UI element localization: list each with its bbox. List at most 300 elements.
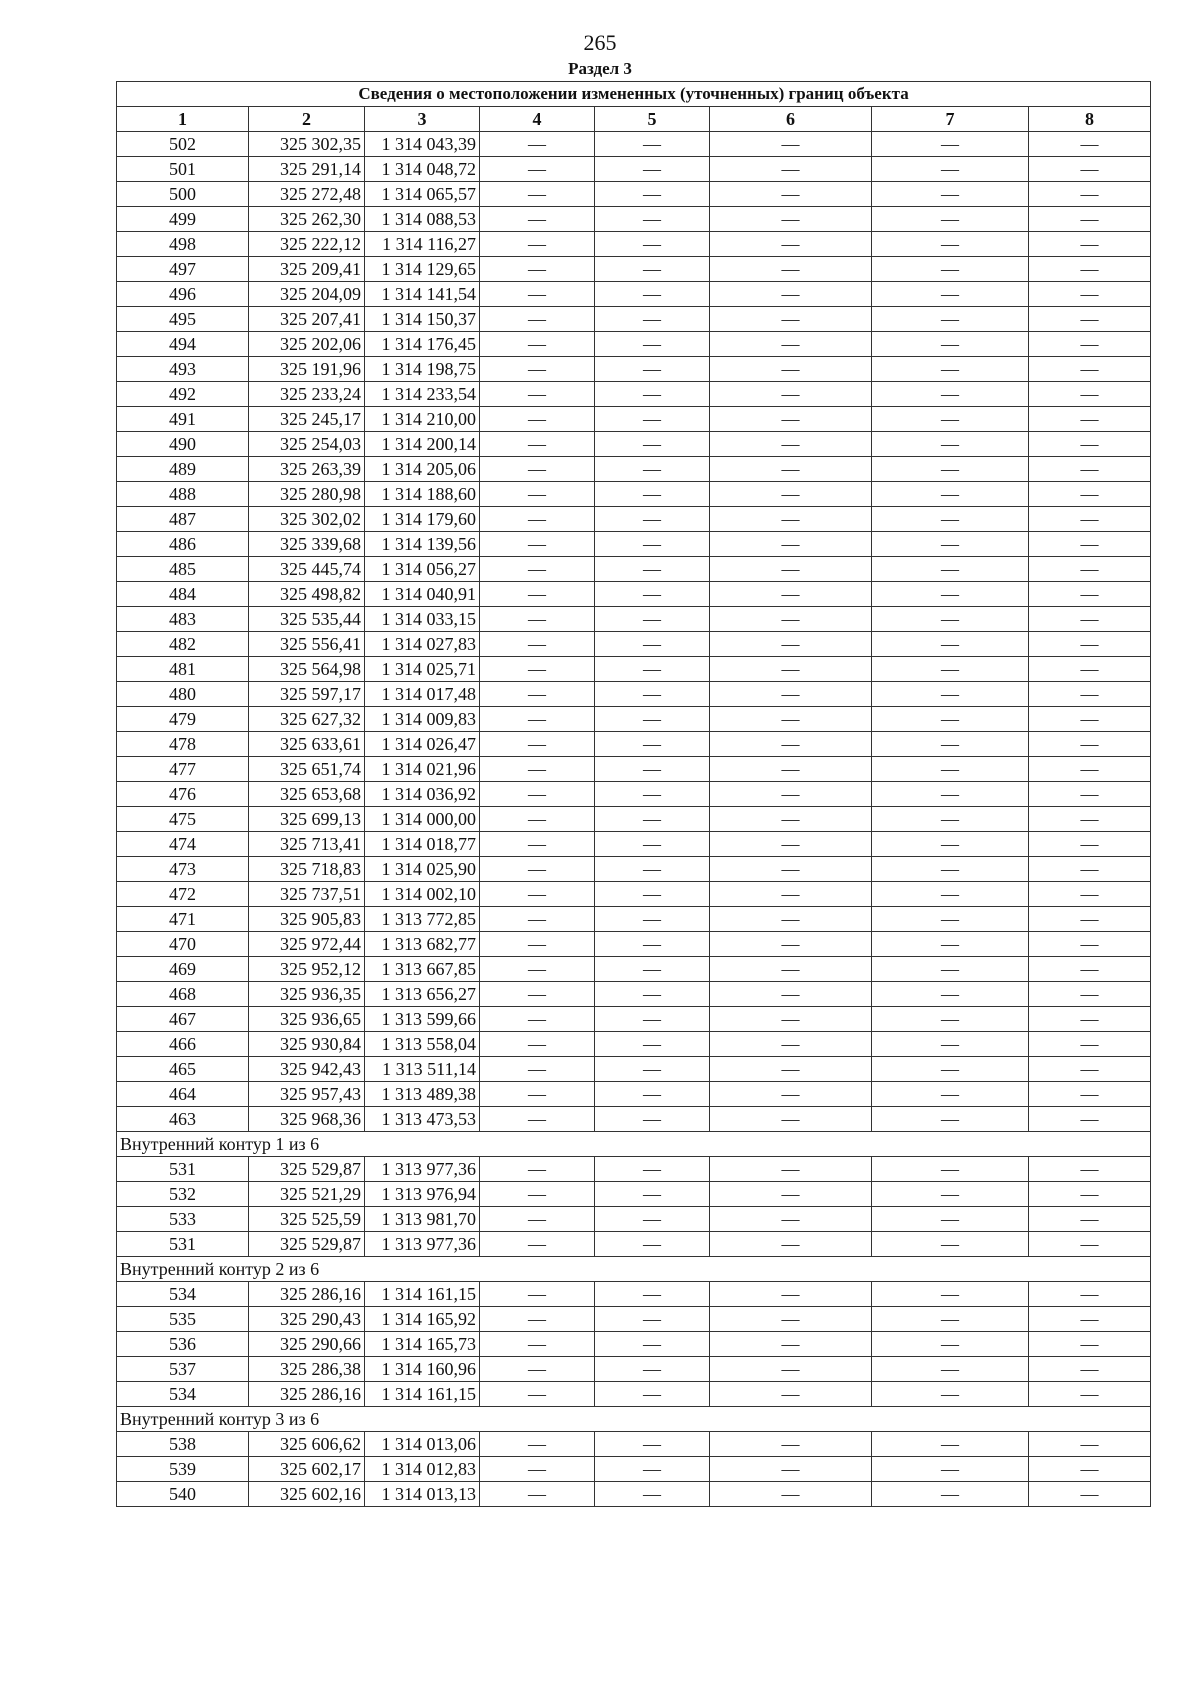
point-number-cell: 488 xyxy=(117,482,249,507)
x-coordinate-cell: 325 936,35 xyxy=(249,982,365,1007)
point-number-cell: 482 xyxy=(117,632,249,657)
empty-value-dash-cell: — xyxy=(1029,1107,1151,1132)
point-number-cell: 540 xyxy=(117,1482,249,1507)
point-number-cell: 536 xyxy=(117,1332,249,1357)
table-row xyxy=(117,782,1151,807)
table-row xyxy=(117,582,1151,607)
y-coordinate-cell: 1 314 027,83 xyxy=(365,632,480,657)
x-coordinate-cell: 325 521,29 xyxy=(249,1182,365,1207)
empty-value-dash-cell: — xyxy=(1029,982,1151,1007)
x-coordinate-cell: 325 445,74 xyxy=(249,557,365,582)
x-coordinate-cell: 325 564,98 xyxy=(249,657,365,682)
x-coordinate-cell: 325 286,16 xyxy=(249,1282,365,1307)
empty-value-dash-cell: — xyxy=(1029,557,1151,582)
x-coordinate-cell: 325 930,84 xyxy=(249,1032,365,1057)
empty-value-dash-cell: — xyxy=(710,382,872,407)
point-number-cell: 531 xyxy=(117,1157,249,1182)
y-coordinate-cell: 1 314 018,77 xyxy=(365,832,480,857)
empty-value-dash-cell: — xyxy=(595,457,710,482)
empty-value-dash-cell: — xyxy=(1029,957,1151,982)
table-row xyxy=(117,507,1151,532)
empty-value-dash-cell: — xyxy=(872,682,1029,707)
empty-value-dash-cell: — xyxy=(872,557,1029,582)
boundary-coordinates-table xyxy=(116,81,1151,1507)
empty-value-dash-cell: — xyxy=(1029,432,1151,457)
empty-value-dash-cell: — xyxy=(595,257,710,282)
x-coordinate-cell: 325 272,48 xyxy=(249,182,365,207)
table-row xyxy=(117,682,1151,707)
table-row xyxy=(117,807,1151,832)
page-number: 265 xyxy=(583,30,617,55)
point-number-cell: 463 xyxy=(117,1107,249,1132)
empty-value-dash-cell: — xyxy=(872,282,1029,307)
empty-value-dash-cell: — xyxy=(872,1032,1029,1057)
contour-label: Внутренний контур 1 из 6 xyxy=(117,1132,1151,1157)
y-coordinate-cell: 1 314 160,96 xyxy=(365,1357,480,1382)
empty-value-dash-cell: — xyxy=(595,1457,710,1482)
point-number-cell: 479 xyxy=(117,707,249,732)
empty-value-dash-cell: — xyxy=(872,407,1029,432)
empty-value-dash-cell: — xyxy=(595,1382,710,1407)
empty-value-dash-cell: — xyxy=(872,1082,1029,1107)
point-number-cell: 494 xyxy=(117,332,249,357)
x-coordinate-cell: 325 653,68 xyxy=(249,782,365,807)
point-number-cell: 466 xyxy=(117,1032,249,1057)
table-row xyxy=(117,732,1151,757)
table-row xyxy=(117,307,1151,332)
table-row xyxy=(117,882,1151,907)
x-coordinate-cell: 325 207,41 xyxy=(249,307,365,332)
y-coordinate-cell: 1 313 977,36 xyxy=(365,1157,480,1182)
empty-value-dash-cell: — xyxy=(480,882,595,907)
empty-value-dash-cell: — xyxy=(595,432,710,457)
x-coordinate-cell: 325 968,36 xyxy=(249,1107,365,1132)
x-coordinate-cell: 325 209,41 xyxy=(249,257,365,282)
empty-value-dash-cell: — xyxy=(480,332,595,357)
x-coordinate-cell: 325 713,41 xyxy=(249,832,365,857)
point-number-cell: 495 xyxy=(117,307,249,332)
empty-value-dash-cell: — xyxy=(710,1457,872,1482)
table-row xyxy=(117,1207,1151,1232)
x-coordinate-cell: 325 556,41 xyxy=(249,632,365,657)
table-row xyxy=(117,482,1151,507)
table-row xyxy=(117,1182,1151,1207)
empty-value-dash-cell: — xyxy=(872,157,1029,182)
table-row xyxy=(117,1357,1151,1382)
empty-value-dash-cell: — xyxy=(872,207,1029,232)
empty-value-dash-cell: — xyxy=(480,1082,595,1107)
x-coordinate-cell: 325 525,59 xyxy=(249,1207,365,1232)
y-coordinate-cell: 1 313 682,77 xyxy=(365,932,480,957)
empty-value-dash-cell: — xyxy=(872,632,1029,657)
y-coordinate-cell: 1 314 000,00 xyxy=(365,807,480,832)
empty-value-dash-cell: — xyxy=(872,432,1029,457)
empty-value-dash-cell: — xyxy=(872,1282,1029,1307)
y-coordinate-cell: 1 313 489,38 xyxy=(365,1082,480,1107)
x-coordinate-cell: 325 280,98 xyxy=(249,482,365,507)
table-row xyxy=(117,257,1151,282)
point-number-cell: 486 xyxy=(117,532,249,557)
empty-value-dash-cell: — xyxy=(1029,282,1151,307)
empty-value-dash-cell: — xyxy=(710,207,872,232)
empty-value-dash-cell: — xyxy=(595,532,710,557)
x-coordinate-cell: 325 936,65 xyxy=(249,1007,365,1032)
point-number-cell: 538 xyxy=(117,1432,249,1457)
empty-value-dash-cell: — xyxy=(480,157,595,182)
y-coordinate-cell: 1 314 161,15 xyxy=(365,1282,480,1307)
empty-value-dash-cell: — xyxy=(480,457,595,482)
empty-value-dash-cell: — xyxy=(1029,257,1151,282)
empty-value-dash-cell: — xyxy=(1029,932,1151,957)
y-coordinate-cell: 1 313 772,85 xyxy=(365,907,480,932)
y-coordinate-cell: 1 314 043,39 xyxy=(365,132,480,157)
point-number-cell: 534 xyxy=(117,1282,249,1307)
x-coordinate-cell: 325 957,43 xyxy=(249,1082,365,1107)
table-row xyxy=(117,1307,1151,1332)
empty-value-dash-cell: — xyxy=(480,982,595,1007)
empty-value-dash-cell: — xyxy=(595,482,710,507)
table-row xyxy=(117,1432,1151,1457)
empty-value-dash-cell: — xyxy=(872,782,1029,807)
empty-value-dash-cell: — xyxy=(480,582,595,607)
x-coordinate-cell: 325 952,12 xyxy=(249,957,365,982)
table-row xyxy=(117,332,1151,357)
point-number-cell: 484 xyxy=(117,582,249,607)
x-coordinate-cell: 325 737,51 xyxy=(249,882,365,907)
x-coordinate-cell: 325 651,74 xyxy=(249,757,365,782)
contour-label-row xyxy=(117,1407,1151,1432)
empty-value-dash-cell: — xyxy=(872,1332,1029,1357)
column-header: 8 xyxy=(1029,107,1151,132)
x-coordinate-cell: 325 535,44 xyxy=(249,607,365,632)
point-number-cell: 473 xyxy=(117,857,249,882)
empty-value-dash-cell: — xyxy=(480,507,595,532)
point-number-cell: 539 xyxy=(117,1457,249,1482)
empty-value-dash-cell: — xyxy=(710,707,872,732)
y-coordinate-cell: 1 314 021,96 xyxy=(365,757,480,782)
y-coordinate-cell: 1 314 176,45 xyxy=(365,332,480,357)
point-number-cell: 492 xyxy=(117,382,249,407)
empty-value-dash-cell: — xyxy=(595,557,710,582)
x-coordinate-cell: 325 245,17 xyxy=(249,407,365,432)
empty-value-dash-cell: — xyxy=(710,482,872,507)
empty-value-dash-cell: — xyxy=(480,932,595,957)
empty-value-dash-cell: — xyxy=(1029,1232,1151,1257)
empty-value-dash-cell: — xyxy=(480,132,595,157)
empty-value-dash-cell: — xyxy=(595,857,710,882)
y-coordinate-cell: 1 314 165,73 xyxy=(365,1332,480,1357)
empty-value-dash-cell: — xyxy=(710,1082,872,1107)
empty-value-dash-cell: — xyxy=(595,807,710,832)
empty-value-dash-cell: — xyxy=(480,857,595,882)
empty-value-dash-cell: — xyxy=(872,607,1029,632)
y-coordinate-cell: 1 314 065,57 xyxy=(365,182,480,207)
y-coordinate-cell: 1 314 009,83 xyxy=(365,707,480,732)
empty-value-dash-cell: — xyxy=(480,782,595,807)
empty-value-dash-cell: — xyxy=(1029,1307,1151,1332)
empty-value-dash-cell: — xyxy=(595,707,710,732)
empty-value-dash-cell: — xyxy=(1029,1332,1151,1357)
empty-value-dash-cell: — xyxy=(595,407,710,432)
table-row xyxy=(117,432,1151,457)
x-coordinate-cell: 325 290,43 xyxy=(249,1307,365,1332)
empty-value-dash-cell: — xyxy=(480,807,595,832)
y-coordinate-cell: 1 314 139,56 xyxy=(365,532,480,557)
empty-value-dash-cell: — xyxy=(595,682,710,707)
point-number-cell: 498 xyxy=(117,232,249,257)
empty-value-dash-cell: — xyxy=(595,1182,710,1207)
empty-value-dash-cell: — xyxy=(1029,307,1151,332)
empty-value-dash-cell: — xyxy=(595,1032,710,1057)
empty-value-dash-cell: — xyxy=(1029,1157,1151,1182)
empty-value-dash-cell: — xyxy=(480,382,595,407)
table-row xyxy=(117,657,1151,682)
empty-value-dash-cell: — xyxy=(480,1382,595,1407)
empty-value-dash-cell: — xyxy=(872,907,1029,932)
empty-value-dash-cell: — xyxy=(1029,1482,1151,1507)
empty-value-dash-cell: — xyxy=(480,1182,595,1207)
empty-value-dash-cell: — xyxy=(480,557,595,582)
x-coordinate-cell: 325 286,38 xyxy=(249,1357,365,1382)
x-coordinate-cell: 325 290,66 xyxy=(249,1332,365,1357)
table-row xyxy=(117,1007,1151,1032)
empty-value-dash-cell: — xyxy=(480,407,595,432)
point-number-cell: 467 xyxy=(117,1007,249,1032)
empty-value-dash-cell: — xyxy=(710,1057,872,1082)
empty-value-dash-cell: — xyxy=(872,132,1029,157)
empty-value-dash-cell: — xyxy=(1029,882,1151,907)
empty-value-dash-cell: — xyxy=(710,1107,872,1132)
table-row xyxy=(117,232,1151,257)
empty-value-dash-cell: — xyxy=(872,882,1029,907)
table-row xyxy=(117,357,1151,382)
empty-value-dash-cell: — xyxy=(872,257,1029,282)
empty-value-dash-cell: — xyxy=(710,657,872,682)
table-row xyxy=(117,907,1151,932)
empty-value-dash-cell: — xyxy=(872,507,1029,532)
empty-value-dash-cell: — xyxy=(872,1157,1029,1182)
empty-value-dash-cell: — xyxy=(710,682,872,707)
empty-value-dash-cell: — xyxy=(1029,1382,1151,1407)
empty-value-dash-cell: — xyxy=(595,1307,710,1332)
empty-value-dash-cell: — xyxy=(710,257,872,282)
table-row xyxy=(117,382,1151,407)
empty-value-dash-cell: — xyxy=(710,932,872,957)
empty-value-dash-cell: — xyxy=(710,1182,872,1207)
point-number-cell: 478 xyxy=(117,732,249,757)
point-number-cell: 501 xyxy=(117,157,249,182)
y-coordinate-cell: 1 314 141,54 xyxy=(365,282,480,307)
empty-value-dash-cell: — xyxy=(872,582,1029,607)
point-number-cell: 537 xyxy=(117,1357,249,1382)
empty-value-dash-cell: — xyxy=(480,282,595,307)
x-coordinate-cell: 325 529,87 xyxy=(249,1232,365,1257)
empty-value-dash-cell: — xyxy=(710,507,872,532)
table-row xyxy=(117,1382,1151,1407)
empty-value-dash-cell: — xyxy=(1029,507,1151,532)
empty-value-dash-cell: — xyxy=(872,1207,1029,1232)
empty-value-dash-cell: — xyxy=(710,357,872,382)
empty-value-dash-cell: — xyxy=(1029,332,1151,357)
empty-value-dash-cell: — xyxy=(710,1332,872,1357)
empty-value-dash-cell: — xyxy=(595,282,710,307)
y-coordinate-cell: 1 313 981,70 xyxy=(365,1207,480,1232)
empty-value-dash-cell: — xyxy=(872,757,1029,782)
table-row xyxy=(117,757,1151,782)
empty-value-dash-cell: — xyxy=(872,1107,1029,1132)
point-number-cell: 468 xyxy=(117,982,249,1007)
y-coordinate-cell: 1 314 200,14 xyxy=(365,432,480,457)
empty-value-dash-cell: — xyxy=(710,957,872,982)
column-header: 2 xyxy=(249,107,365,132)
empty-value-dash-cell: — xyxy=(872,382,1029,407)
empty-value-dash-cell: — xyxy=(480,1482,595,1507)
table-row xyxy=(117,1157,1151,1182)
contour-label-row xyxy=(117,1257,1151,1282)
point-number-cell: 531 xyxy=(117,1232,249,1257)
empty-value-dash-cell: — xyxy=(710,1357,872,1382)
point-number-cell: 534 xyxy=(117,1382,249,1407)
empty-value-dash-cell: — xyxy=(872,1182,1029,1207)
table-row xyxy=(117,707,1151,732)
empty-value-dash-cell: — xyxy=(595,607,710,632)
empty-value-dash-cell: — xyxy=(480,182,595,207)
empty-value-dash-cell: — xyxy=(480,1432,595,1457)
empty-value-dash-cell: — xyxy=(710,457,872,482)
table-row xyxy=(117,1232,1151,1257)
empty-value-dash-cell: — xyxy=(480,1207,595,1232)
table-row xyxy=(117,982,1151,1007)
table-row xyxy=(117,1107,1151,1132)
empty-value-dash-cell: — xyxy=(1029,682,1151,707)
point-number-cell: 500 xyxy=(117,182,249,207)
y-coordinate-cell: 1 314 179,60 xyxy=(365,507,480,532)
empty-value-dash-cell: — xyxy=(872,332,1029,357)
empty-value-dash-cell: — xyxy=(1029,907,1151,932)
point-number-cell: 489 xyxy=(117,457,249,482)
empty-value-dash-cell: — xyxy=(595,1282,710,1307)
empty-value-dash-cell: — xyxy=(710,807,872,832)
empty-value-dash-cell: — xyxy=(595,907,710,932)
empty-value-dash-cell: — xyxy=(710,782,872,807)
point-number-cell: 471 xyxy=(117,907,249,932)
column-header: 1 xyxy=(117,107,249,132)
empty-value-dash-cell: — xyxy=(872,482,1029,507)
empty-value-dash-cell: — xyxy=(1029,1357,1151,1382)
empty-value-dash-cell: — xyxy=(710,857,872,882)
table-row xyxy=(117,957,1151,982)
empty-value-dash-cell: — xyxy=(872,857,1029,882)
y-coordinate-cell: 1 313 558,04 xyxy=(365,1032,480,1057)
empty-value-dash-cell: — xyxy=(710,1482,872,1507)
table-row xyxy=(117,132,1151,157)
column-header: 5 xyxy=(595,107,710,132)
empty-value-dash-cell: — xyxy=(872,457,1029,482)
empty-value-dash-cell: — xyxy=(1029,782,1151,807)
table-row xyxy=(117,457,1151,482)
empty-value-dash-cell: — xyxy=(595,882,710,907)
empty-value-dash-cell: — xyxy=(480,957,595,982)
empty-value-dash-cell: — xyxy=(1029,1282,1151,1307)
y-coordinate-cell: 1 314 116,27 xyxy=(365,232,480,257)
x-coordinate-cell: 325 222,12 xyxy=(249,232,365,257)
empty-value-dash-cell: — xyxy=(595,1482,710,1507)
x-coordinate-cell: 325 191,96 xyxy=(249,357,365,382)
y-coordinate-cell: 1 314 048,72 xyxy=(365,157,480,182)
empty-value-dash-cell: — xyxy=(480,432,595,457)
point-number-cell: 483 xyxy=(117,607,249,632)
x-coordinate-cell: 325 942,43 xyxy=(249,1057,365,1082)
empty-value-dash-cell: — xyxy=(710,832,872,857)
point-number-cell: 470 xyxy=(117,932,249,957)
y-coordinate-cell: 1 314 013,13 xyxy=(365,1482,480,1507)
empty-value-dash-cell: — xyxy=(872,1432,1029,1457)
y-coordinate-cell: 1 313 656,27 xyxy=(365,982,480,1007)
x-coordinate-cell: 325 291,14 xyxy=(249,157,365,182)
empty-value-dash-cell: — xyxy=(710,907,872,932)
y-coordinate-cell: 1 313 511,14 xyxy=(365,1057,480,1082)
x-coordinate-cell: 325 633,61 xyxy=(249,732,365,757)
empty-value-dash-cell: — xyxy=(710,757,872,782)
point-number-cell: 496 xyxy=(117,282,249,307)
x-coordinate-cell: 325 602,16 xyxy=(249,1482,365,1507)
empty-value-dash-cell: — xyxy=(480,1232,595,1257)
column-header: 4 xyxy=(480,107,595,132)
empty-value-dash-cell: — xyxy=(872,182,1029,207)
empty-value-dash-cell: — xyxy=(1029,1207,1151,1232)
y-coordinate-cell: 1 313 473,53 xyxy=(365,1107,480,1132)
x-coordinate-cell: 325 339,68 xyxy=(249,532,365,557)
empty-value-dash-cell: — xyxy=(480,732,595,757)
empty-value-dash-cell: — xyxy=(1029,1457,1151,1482)
x-coordinate-cell: 325 202,06 xyxy=(249,332,365,357)
table-row xyxy=(117,607,1151,632)
table-row xyxy=(117,632,1151,657)
empty-value-dash-cell: — xyxy=(872,982,1029,1007)
empty-value-dash-cell: — xyxy=(1029,1057,1151,1082)
empty-value-dash-cell: — xyxy=(710,582,872,607)
empty-value-dash-cell: — xyxy=(710,1032,872,1057)
empty-value-dash-cell: — xyxy=(595,982,710,1007)
empty-value-dash-cell: — xyxy=(480,707,595,732)
empty-value-dash-cell: — xyxy=(1029,657,1151,682)
empty-value-dash-cell: — xyxy=(710,632,872,657)
column-header: 3 xyxy=(365,107,480,132)
empty-value-dash-cell: — xyxy=(1029,1082,1151,1107)
empty-value-dash-cell: — xyxy=(595,1357,710,1382)
empty-value-dash-cell: — xyxy=(710,1157,872,1182)
empty-value-dash-cell: — xyxy=(480,1157,595,1182)
y-coordinate-cell: 1 314 129,65 xyxy=(365,257,480,282)
empty-value-dash-cell: — xyxy=(595,332,710,357)
table-row xyxy=(117,1057,1151,1082)
empty-value-dash-cell: — xyxy=(480,1332,595,1357)
column-header-row xyxy=(117,107,1151,132)
table-row xyxy=(117,1332,1151,1357)
y-coordinate-cell: 1 314 013,06 xyxy=(365,1432,480,1457)
table-row xyxy=(117,832,1151,857)
y-coordinate-cell: 1 314 036,92 xyxy=(365,782,480,807)
y-coordinate-cell: 1 314 165,92 xyxy=(365,1307,480,1332)
y-coordinate-cell: 1 314 002,10 xyxy=(365,882,480,907)
empty-value-dash-cell: — xyxy=(595,1107,710,1132)
empty-value-dash-cell: — xyxy=(480,1007,595,1032)
point-number-cell: 469 xyxy=(117,957,249,982)
empty-value-dash-cell: — xyxy=(710,882,872,907)
empty-value-dash-cell: — xyxy=(595,1157,710,1182)
table-row xyxy=(117,932,1151,957)
empty-value-dash-cell: — xyxy=(710,607,872,632)
